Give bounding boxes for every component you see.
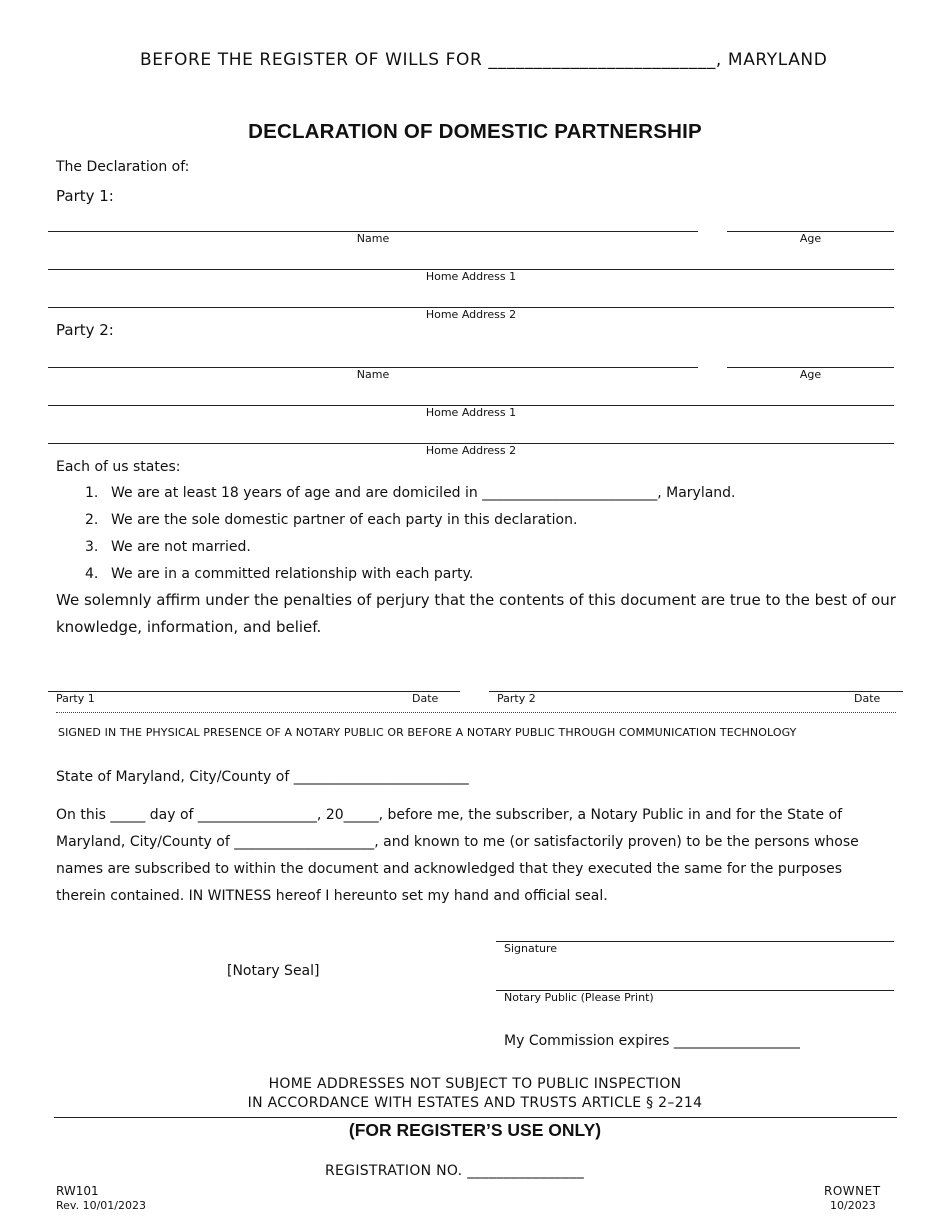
form-id: RW101 bbox=[56, 1184, 99, 1198]
statement-number: 3. bbox=[85, 539, 99, 555]
party1-date-label: Date bbox=[412, 692, 439, 705]
party1-address2-label: Home Address 2 bbox=[425, 308, 517, 321]
notary-banner: SIGNED IN THE PHYSICAL PRESENCE OF A NOTARY PUBLIC OR BEFORE A NOTARY PUBLIC THROUGH COMMUNICATION TECHNOLOGY bbox=[58, 726, 797, 739]
system-name: ROWNET bbox=[824, 1184, 881, 1198]
party1-age-label: Age bbox=[799, 232, 822, 245]
notary-state-line[interactable]: State of Maryland, City/County of _________________________ bbox=[56, 769, 469, 785]
notary-acknowledgment: On this _____ day of _________________, 20_____, before me, the subscriber, a Notary Public in and for the State of Maryland, City/County of ____________________, and known to me (or satisfactorily proven) to be the persons whose names are subscribed to within the document and acknowledged that they executed the same for the purposes therein contained. IN WITNESS hereof I hereunto set my hand and official seal. bbox=[56, 807, 859, 904]
header-prefix: BEFORE THE REGISTER OF WILLS FOR bbox=[140, 50, 483, 70]
register-header bbox=[140, 50, 827, 70]
party2-age-label: Age bbox=[799, 368, 822, 381]
party1-heading: Party 1: bbox=[56, 187, 114, 205]
notary-signature-label: Signature bbox=[504, 942, 558, 955]
party2-date-label: Date bbox=[854, 692, 881, 705]
statement-item bbox=[85, 566, 473, 582]
statement-item bbox=[85, 512, 577, 528]
document-title: DECLARATION OF DOMESTIC PARTNERSHIP bbox=[248, 120, 702, 143]
registration-number[interactable]: REGISTRATION NO. ________________ bbox=[325, 1163, 584, 1179]
notary-print-label: Notary Public (Please Print) bbox=[504, 991, 654, 1004]
notary-seal-placeholder: [Notary Seal] bbox=[227, 963, 320, 979]
header-suffix: , MARYLAND bbox=[715, 50, 828, 70]
statement-text: We are the sole domestic partner of each party in this declaration. bbox=[111, 512, 578, 528]
statement-text: We are in a committed relationship with each party. bbox=[111, 566, 474, 582]
party1-signature-field[interactable] bbox=[48, 691, 460, 692]
privacy-notice-line1: HOME ADDRESSES NOT SUBJECT TO PUBLIC INSPECTION bbox=[268, 1076, 682, 1092]
county-blank[interactable]: _________________________ bbox=[488, 50, 716, 70]
party2-signature-label: Party 2 bbox=[497, 692, 536, 705]
statements-intro: Each of us states: bbox=[56, 459, 181, 475]
party2-name-label: Name bbox=[356, 368, 390, 381]
declaration-of-label: The Declaration of: bbox=[56, 159, 190, 175]
party2-address1-label: Home Address 1 bbox=[425, 406, 517, 419]
party2-signature-field[interactable] bbox=[489, 691, 903, 692]
party1-signature-label: Party 1 bbox=[56, 692, 95, 705]
commission-expires[interactable]: My Commission expires __________________ bbox=[504, 1033, 800, 1049]
statement-item bbox=[85, 485, 736, 501]
party1-address1-label: Home Address 1 bbox=[425, 270, 517, 283]
statement-item bbox=[85, 539, 251, 555]
statement-number: 1. bbox=[85, 485, 99, 501]
register-use-heading: (FOR REGISTER’S USE ONLY) bbox=[348, 1120, 602, 1140]
section-divider bbox=[56, 712, 896, 713]
form-revision: Rev. 10/01/2023 bbox=[56, 1199, 146, 1212]
statement-text: We are not married. bbox=[111, 539, 251, 555]
statement-number: 2. bbox=[85, 512, 99, 528]
party2-heading: Party 2: bbox=[56, 321, 114, 339]
footer-divider bbox=[54, 1117, 897, 1118]
system-date: 10/2023 bbox=[830, 1199, 876, 1212]
party1-name-label: Name bbox=[356, 232, 390, 245]
affirmation-paragraph: We solemnly affirm under the penalties of perjury that the contents of this document are true to the best of our knowledge, information, and belief. bbox=[56, 591, 896, 636]
statement-number: 4. bbox=[85, 566, 99, 582]
statement-text: We are at least 18 years of age and are domiciled in _________________________, Maryland. bbox=[111, 485, 736, 501]
privacy-notice-line2: IN ACCORDANCE WITH ESTATES AND TRUSTS ARTICLE § 2–214 bbox=[247, 1095, 703, 1111]
party2-address2-label: Home Address 2 bbox=[425, 444, 517, 457]
